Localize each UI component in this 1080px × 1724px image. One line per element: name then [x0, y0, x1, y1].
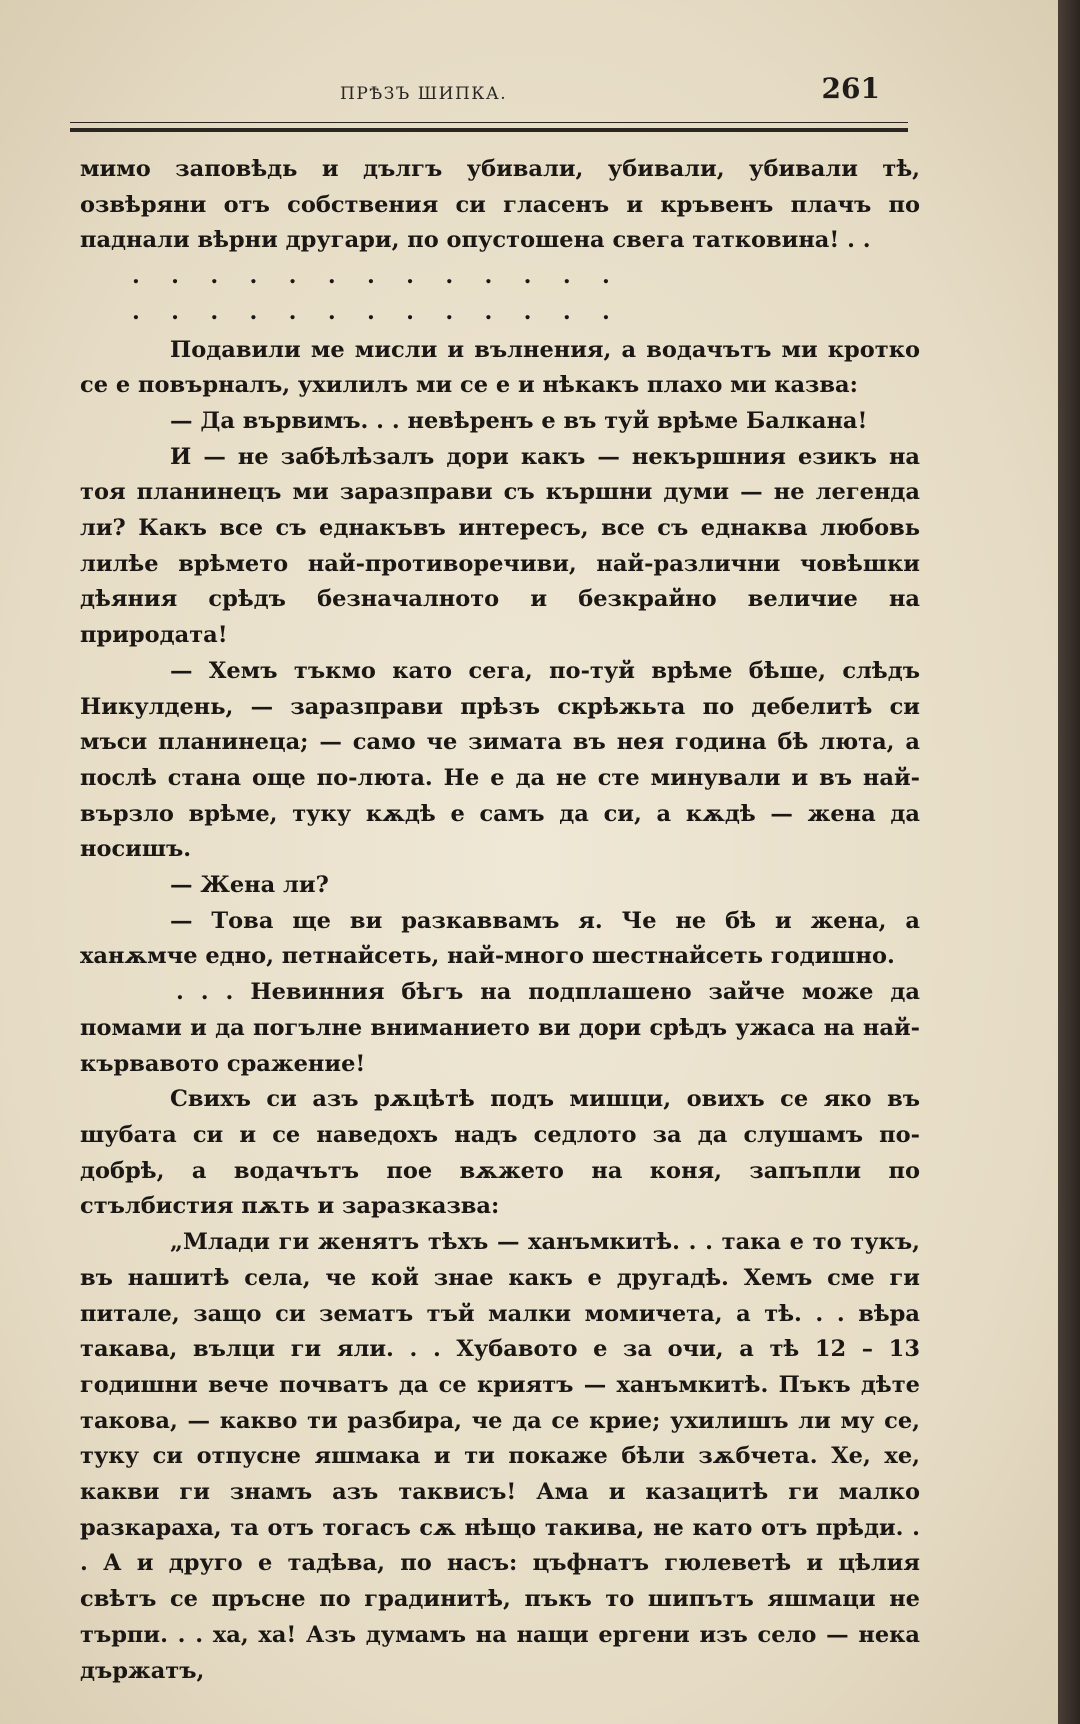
header-rule-thick: [70, 128, 908, 132]
paragraph: Свихъ си азъ рѫцѣтѣ подъ мишци, овихъ се яко въ шубата си и се наведохъ надъ седлото за да слушамъ по-добрѣ, а водачътъ пое вѫжето на коня, запъпли по стълбистия пѫть и заразказва:: [80, 1086, 920, 1220]
paragraph: . . . Невинния бѣгъ на подплашено зайче може да помами и да погълне вниманието ви дори срѣдъ ужаса на най-кървавото сражение!: [80, 979, 920, 1077]
body-text: [80, 152, 920, 1689]
dialogue-line: — Да вървимъ. . . невѣренъ е въ туй врѣме Балкана!: [170, 407, 868, 434]
running-head: ПРѢЗЪ ШИПКА.: [340, 84, 508, 104]
dialogue-line: — Това ще ви разкаввамъ я. Че не бѣ и жена, а ханѫмче едно, петнайсеть, най-много шестнайсеть годишно.: [80, 907, 920, 970]
page-edge: [1058, 0, 1080, 1724]
page-number: 261: [821, 72, 880, 105]
page-header: [70, 72, 910, 116]
paragraph: Подавили ме мисли и вълнения, а водачътъ ми кротко се е повърналъ, ухилилъ ми се е и нѣкакъ плахо ми казва:: [80, 336, 920, 399]
ellipsis-row: . . . . . . . . . . . . .: [132, 298, 610, 325]
paragraph: мимо заповѣдь и дългъ убивали, убивали, убивали тѣ, озвѣряни отъ собствения си гласенъ и кръвенъ плачъ по паднали вѣрни другари, по опустошена свега татковина! . .: [80, 156, 920, 254]
ellipsis-row: . . . . . . . . . . . . .: [132, 263, 610, 290]
header-rule-thin: [70, 122, 908, 123]
quoted-story: „Млади ги женятъ тѣхъ — ханъмкитѣ. . . така е то тукъ, въ нашитѣ села, че кой знае какъ е другадѣ. Хемъ сме ги питале, защо си зематъ тъй малки момичета, а тѣ. . . вѣра такава, вълци ги яли. . . Хубавото е за очи, а тѣ 12 – 13 годишни вече почватъ да се криятъ — ханъмкитѣ. Пъкъ дѣте такова, — какво ти разбира, че да се крие; ухилишъ ли му се, туку си отпусне яшмака и ти покаже бѣли зѫбчета. Хе, хе, какви ги знамъ азъ таквисъ! Ама и казацитѣ ги малко разкараха, та отъ тогасъ сѫ нѣщо такива, не като отъ прѣди. . . А и друго е тадѣва, по насъ: цъфнатъ гюлеветѣ и цѣлия свѣтъ се пръсне по градинитѣ, пъкъ то шипътъ яшмаци не търпи. . . ха, ха! Азъ думамъ на нащи ергени изъ село — нека държатъ,: [80, 1229, 920, 1684]
paragraph: И — не забѣлѣзалъ дори какъ — некършния езикъ на тоя планинецъ ми заразправи съ кършни думи — не легенда ли? Какъ все съ еднакъвъ интересъ, все съ еднаква любовь лилѣе врѣмето най-противоречиви, най-различни човѣшки дѣяния срѣдъ безначалното и безкрайно величие на природата!: [80, 443, 920, 649]
dialogue-line: — Жена ли?: [170, 872, 329, 899]
dialogue-line: — Хемъ тъкмо като сега, по-туй врѣме бѣше, слѣдъ Никулдень, — заразправи прѣзъ скрѣжьта по дебелитѣ си мъси планинеца; — само че зимата въ нея година бѣ люта, а послѣ стана още по-люта. Не е да не сте минували и въ най-вързло врѣме, туку кѫдѣ е самъ да си, а кѫдѣ — жена да носишъ.: [80, 657, 920, 863]
